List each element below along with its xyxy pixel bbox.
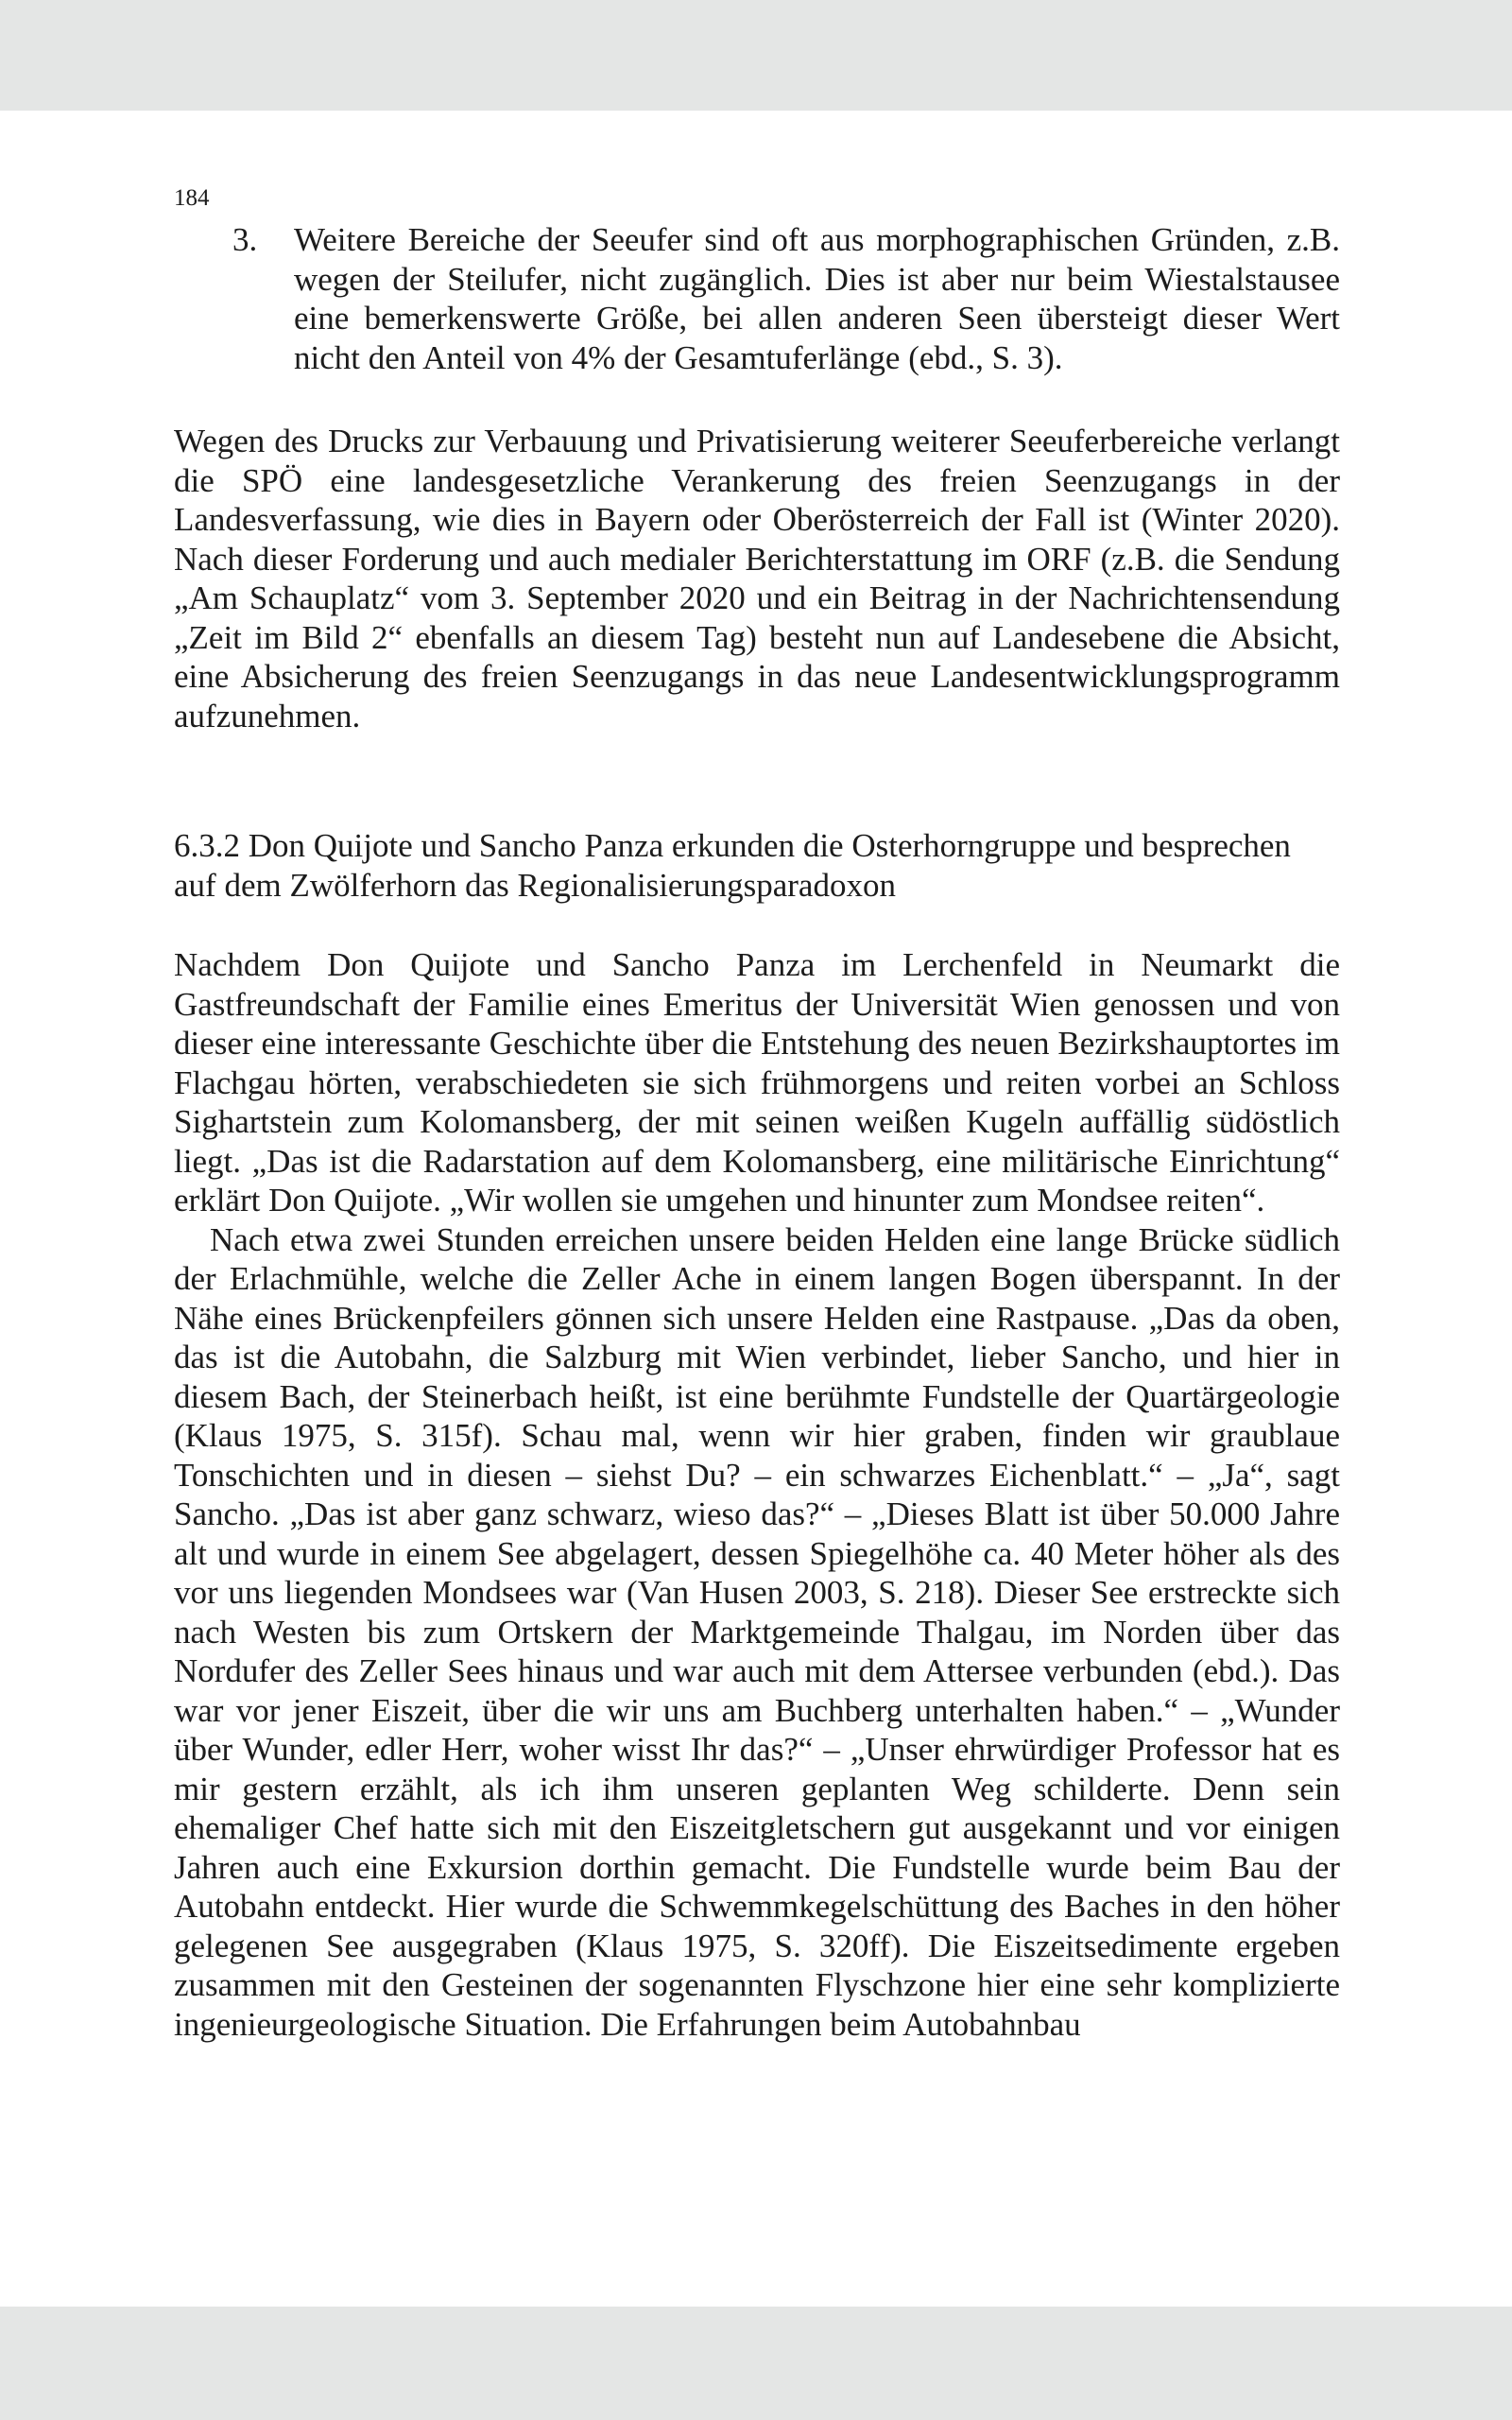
paragraph-intro: Nachdem Don Quijote und Sancho Panza im Lerchenfeld in Neumarkt die Gastfreundschaft der Familie eines Emeritus der Universität Wien genossen und von dieser eine interessante Geschichte über die Entstehung des neuen Bezirkshauptortes im Flachgau hörten, verabschiedeten sie sich frühmorgens und reiten vorbei an Schloss Sighartstein zum Kolomansberg, der mit seinen weißen Kugeln auffällig südöstlich liegt. „Das ist die Radarstation auf dem Kolomansberg, eine militärische Einrichtung“ erklärt Don Quijote. „Wir wollen sie umgehen und hinunter zum Mondsee reiten“. xyxy=(174,946,1340,1219)
list-item-number: 3. xyxy=(232,221,258,258)
list-item xyxy=(174,220,1340,377)
book-page xyxy=(0,111,1512,2307)
section-heading: 6.3.2 Don Quijote und Sancho Panza erkunden die Osterhorngruppe und besprechen auf dem Zwölferhorn das Regionalisierungsparadoxon xyxy=(174,827,1291,904)
page-content xyxy=(174,184,1340,2044)
paragraph-erlachmuehle: Nach etwa zwei Stunden erreichen unsere beiden Helden eine lange Brücke südlich der Erlachmühle, welche die Zeller Ache in einem langen Bogen überspannt. In der Nähe eines Brückenpfeilers gönnen sich unsere Helden eine Rastpause. „Das da oben, das ist die Autobahn, die Salzburg mit Wien verbindet, lieber Sancho, und hier in diesem Bach, der Steinerbach heißt, ist eine berühmte Fundstelle der Quartärgeologie (Klaus 1975, S. 315f). Schau mal, wenn wir hier graben, finden wir graublaue Tonschichten und in diesen – siehst Du? – ein schwarzes Eichenblatt.“ – „Ja“, sagt Sancho. „Das ist aber ganz schwarz, wieso das?“ – „Dieses Blatt ist über 50.000 Jahre alt und wurde in einem See abgelagert, dessen Spiegelhöhe ca. 40 Meter höher als des vor uns liegenden Mondsees war (Van Husen 2003, S. 218). Dieser See erstreckte sich nach Westen bis zum Ortskern der Marktgemeinde Thalgau, im Norden über das Nordufer des Zeller Sees hinaus und war auch mit dem Attersee verbunden (ebd.). Das war vor jener Eiszeit, über die wir uns am Buchberg unterhalten haben.“ – „Wunder über Wunder, edler Herr, woher wisst Ihr das?“ – „Unser ehrwürdiger Professor hat es mir gestern erzählt, als ich ihm unseren geplanten Weg schilderte. Denn sein ehemaliger Chef hatte sich mit den Eiszeitgletschern gut ausgekannt und vor einigen Jahren auch eine Exkursion dorthin gemacht. Die Fundstelle wurde beim Bau der Autobahn entdeckt. Hier wurde die Schwemmkegelschüttung des Baches in den höher gelegenen See ausgegraben (Klaus 1975, S. 320ff). Die Eiszeitsedimente ergeben zusammen mit den Gesteinen der sogenannten Flyschzone hier eine sehr komplizierte ingenieurgeologische Situation. Die Erfahrungen beim Autobahnbau xyxy=(174,1220,1340,2043)
paragraph-seezugang: Wegen des Drucks zur Verbauung und Privatisierung weiterer Seeuferbereiche verlangt die SPÖ eine landesgesetzliche Verankerung des freien Seenzugangs in der Landesverfassung, wie dies in Bayern oder Oberösterreich der Fall ist (Winter 2020). Nach dieser Forderung und auch medialer Berichterstattung im ORF (z.B. die Sendung „Am Schauplatz“ vom 3. September 2020 und ein Beitrag in der Nachrichtensendung „Zeit im Bild 2“ ebenfalls an diesem Tag) besteht nun auf Landesebene die Absicht, eine Absicherung des freien Seenzugangs in das neue Landesentwicklungsprogramm aufzunehmen. xyxy=(174,423,1340,735)
list-item-text: Weitere Bereiche der Seeufer sind oft aus morphographischen Gründen, z.B. wegen der Steilufer, nicht zugänglich. Dies ist aber nur beim Wiestalstausee eine bemerkenswerte Größe, bei allen anderen Seen übersteigt dieser Wert nicht den Anteil von 4% der Gesamtuferlänge (ebd., S. 3). xyxy=(294,221,1340,376)
page-number: 184 xyxy=(174,185,210,211)
